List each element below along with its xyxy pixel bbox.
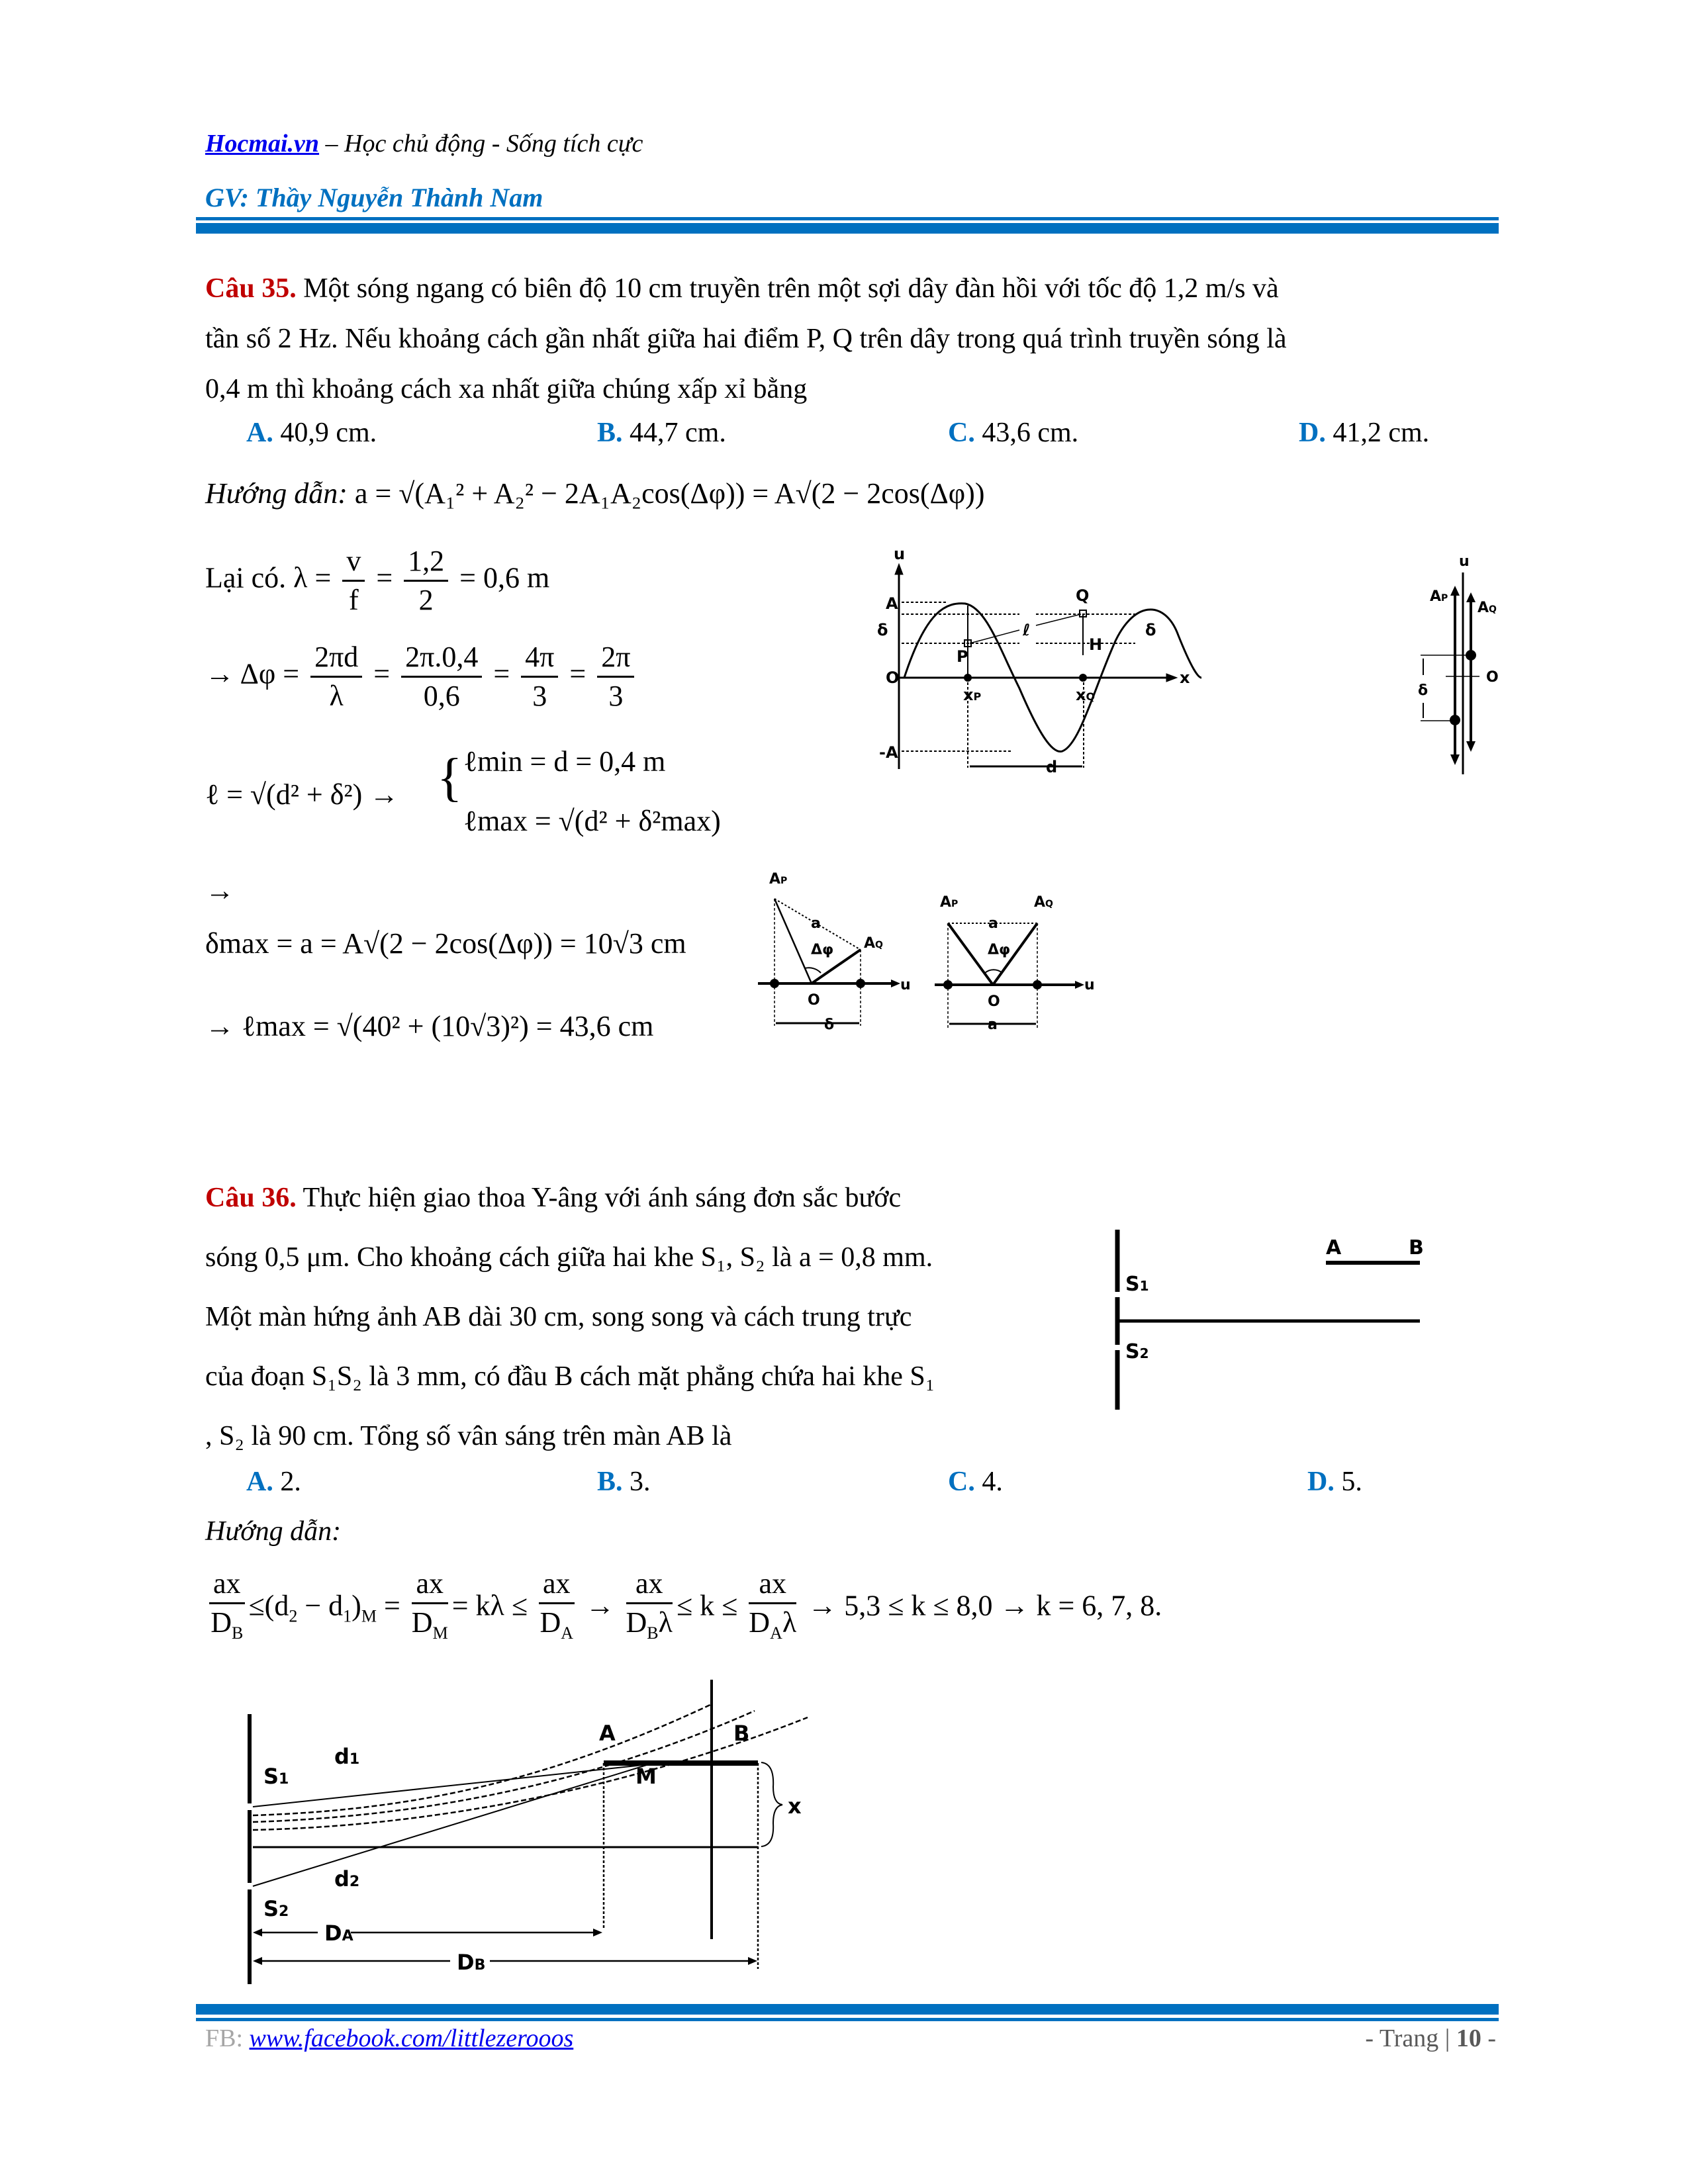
num: 4π — [521, 639, 558, 678]
q36-line1: Thực hiện giao thoa Y-âng với ánh sáng đơn sắc bước — [296, 1183, 902, 1213]
svg-text:P: P — [957, 647, 968, 666]
q35-option-a[interactable] — [246, 417, 377, 449]
header-tagline — [205, 129, 643, 158]
num: v — [342, 543, 365, 582]
den: 2 — [418, 584, 434, 616]
svg-text:O: O — [1486, 669, 1499, 686]
q35-line2: tần số 2 Hz. Nếu khoảng cách gần nhất giữa hai điểm P, Q trên dây trong quá trình truyền sóng là — [205, 324, 1287, 354]
svg-text:u: u — [1459, 553, 1470, 570]
svg-text:H: H — [1089, 635, 1103, 654]
frac — [749, 1565, 796, 1652]
svg-text:AQ: AQ — [864, 935, 883, 952]
svg-text:xQ: xQ — [1076, 686, 1096, 704]
frac-1.2-2 — [404, 543, 448, 619]
svg-text:A: A — [886, 594, 898, 613]
den: $D_B$ — [211, 1606, 244, 1643]
option-text: 44,7 cm. — [622, 418, 726, 448]
svg-text:B: B — [733, 1721, 750, 1746]
svg-text:u: u — [894, 545, 906, 563]
frac-v-f — [342, 543, 365, 619]
svg-text:-A: -A — [879, 743, 898, 762]
q35-eq-lmin: ℓmin = d = 0,4 m — [463, 745, 666, 778]
svg-text:S2: S2 — [1125, 1340, 1149, 1363]
svg-text:Δφ: Δφ — [811, 942, 834, 958]
q35-line1: Một sóng ngang có biên độ 10 cm truyền trên một sợi dây đàn hồi với tốc độ 1,2 m/s và — [296, 273, 1279, 304]
num: ax — [209, 1565, 245, 1604]
frac — [626, 1565, 673, 1652]
q36-option-d[interactable] — [1307, 1466, 1362, 1498]
q35-eq-lambda: Lại có. λ = $\frac{v}{f}$ = $\frac{1,2}{2}$ = 0,6 m — [205, 543, 549, 619]
svg-text:δ: δ — [877, 621, 888, 639]
q35-line3: 0,4 m thì khoảng cách xa nhất giữa chúng xấp xỉ bằng — [205, 374, 808, 404]
svg-text:A: A — [599, 1721, 616, 1746]
option-letter: C. — [948, 418, 975, 448]
page-prefix: - Trang | — [1365, 2025, 1456, 2052]
eq3-prefix: → Δφ = — [205, 657, 300, 690]
svg-text:S1: S1 — [1125, 1273, 1149, 1296]
wave-diagram — [861, 529, 1364, 781]
teacher-name: GV: Thầy Nguyễn Thành Nam — [205, 183, 543, 212]
option-letter: A. — [246, 1467, 273, 1497]
eq-amplitude: a = √(A₁² + A₂² − 2A₁A₂cos(Δφ)) = A√(2 − 2cos(Δφ)) — [354, 477, 985, 510]
q36-line4: của đoạn S₁S₂ là 3 mm, có đầu B cách mặt phẳng chứa hai khe S₁ — [205, 1361, 935, 1392]
option-text: 2. — [273, 1467, 301, 1497]
option-text: 4. — [974, 1467, 1003, 1497]
svg-text:AQ: AQ — [1477, 600, 1497, 616]
svg-text:δ: δ — [824, 1017, 835, 1033]
num: ax — [749, 1565, 796, 1604]
q36-label: Câu 36. — [205, 1183, 297, 1213]
header-divider-thin — [196, 217, 1499, 220]
q35-label: Câu 35. — [205, 273, 297, 304]
option-letter: D. — [1307, 1467, 1335, 1497]
page-suffix: - — [1481, 2025, 1496, 2052]
svg-text:AP: AP — [769, 871, 788, 887]
svg-text:u: u — [1084, 977, 1095, 993]
q36-line3: Một màn hứng ảnh AB dài 30 cm, song song và cách trung trực — [205, 1302, 912, 1332]
svg-text:d2: d2 — [334, 1866, 360, 1891]
q35-stem — [205, 263, 1503, 414]
q35-option-d[interactable] — [1299, 417, 1429, 449]
q35-eq-dphi: → Δφ = $\frac{2\pi d}{\lambda}$ = $\frac{2\pi.0,4}{0,6}$ = $\frac{4\pi}{3}$ = $\frac{2\pi}{3}$ — [205, 639, 638, 715]
svg-text:AP: AP — [940, 894, 959, 911]
fb-label: FB: — [205, 2025, 250, 2052]
q36-line5: , S₂ là 90 cm. Tổng số vân sáng trên màn AB là — [205, 1421, 732, 1451]
frac — [401, 639, 482, 715]
eq-tail: → 5,3 ≤ k ≤ 8,0 → k = 6, 7, 8. — [808, 1589, 1162, 1622]
svg-text:a: a — [811, 915, 821, 932]
q36-option-c[interactable] — [948, 1466, 1003, 1498]
option-text: 3. — [622, 1467, 651, 1497]
q35-option-b[interactable] — [597, 417, 726, 449]
q35-guide-eq1 — [205, 477, 985, 510]
svg-text:A: A — [1326, 1236, 1342, 1259]
num: ax — [626, 1565, 673, 1604]
guide-label: Hướng dẫn: — [205, 477, 348, 510]
svg-text:DA: DA — [324, 1921, 353, 1946]
eq2-result: = 0,6 m — [459, 561, 550, 594]
q36-option-b[interactable] — [597, 1466, 651, 1498]
den: λ — [329, 680, 344, 712]
svg-text:S1: S1 — [263, 1764, 289, 1789]
svg-text:AP: AP — [1430, 588, 1448, 605]
svg-text:O: O — [808, 992, 820, 1009]
q35-eq-dmax: δmax = a = A√(2 − 2cos(Δφ)) = 10√3 cm — [205, 927, 686, 960]
svg-text:x: x — [788, 1794, 802, 1819]
svg-text:O: O — [886, 668, 900, 687]
svg-text:δ: δ — [1418, 682, 1429, 699]
frac — [521, 639, 558, 715]
option-letter: D. — [1299, 418, 1326, 448]
option-text: 40,9 cm. — [273, 418, 377, 448]
svg-text:M: M — [635, 1764, 657, 1789]
option-letter: C. — [948, 1467, 975, 1497]
svg-text:S2: S2 — [263, 1896, 289, 1921]
option-text: 43,6 cm. — [974, 418, 1079, 448]
header-divider-thick — [196, 223, 1499, 234]
svg-text:d1: d1 — [334, 1744, 360, 1769]
q35-eq-l-left: ℓ = √(d² + δ²) → — [205, 778, 399, 811]
svg-text:xP: xP — [963, 686, 982, 704]
svg-text:δ: δ — [1145, 621, 1156, 639]
q36-line2: sóng 0,5 μm. Cho khoảng cách giữa hai khe S₁, S₂ là a = 0,8 mm. — [205, 1242, 933, 1273]
svg-text:a: a — [988, 915, 998, 932]
num: 1,2 — [404, 543, 448, 582]
svg-text:d: d — [1046, 758, 1058, 776]
q35-eq-lmax: ℓmax = √(d² + δ²max) — [463, 805, 721, 837]
den: $D_M$ — [411, 1606, 448, 1643]
svg-text:a: a — [988, 1017, 998, 1033]
phase-axis-diagram — [1377, 529, 1509, 781]
frac — [209, 1565, 245, 1652]
q36-guide-label: Hướng dẫn: — [205, 1516, 342, 1547]
interference-diagram — [218, 1668, 847, 1985]
svg-text:x: x — [1180, 668, 1190, 687]
tagline-text: – Học chủ động - Sống tích cực — [319, 130, 643, 158]
phasor-diagrams — [748, 841, 1509, 1052]
site-link[interactable]: Hocmai.vn — [205, 130, 320, 158]
den: 0,6 — [423, 680, 460, 712]
svg-text:B: B — [1409, 1236, 1424, 1259]
svg-text:DB: DB — [457, 1950, 486, 1975]
frac — [412, 1565, 448, 1652]
den: 3 — [532, 680, 547, 712]
q36-option-a[interactable] — [246, 1466, 301, 1498]
num: ax — [539, 1565, 575, 1604]
svg-text:O: O — [988, 993, 1000, 1010]
option-letter: A. — [246, 418, 273, 448]
den: f — [348, 584, 359, 616]
num: ax — [412, 1565, 448, 1604]
footer-fb — [205, 2024, 573, 2053]
q35-eq-lmax-result: → ℓmax = √(40² + (10√3)²) = 43,6 cm — [205, 1010, 654, 1042]
fb-link[interactable]: www.facebook.com/littlezerooos — [249, 2025, 574, 2052]
den: $D_A$ — [539, 1606, 574, 1643]
num: 2π.0,4 — [401, 639, 482, 678]
num: 2πd — [310, 639, 362, 678]
page-number — [1365, 2024, 1496, 2053]
frac — [539, 1565, 575, 1652]
option-letter: B. — [597, 418, 623, 448]
brace-icon: { — [437, 749, 463, 807]
frac — [597, 639, 634, 715]
svg-text:Δφ: Δφ — [988, 942, 1011, 958]
page-num: 10 — [1456, 2025, 1481, 2052]
num: 2π — [597, 639, 634, 678]
den: $D_A\lambda$ — [749, 1606, 797, 1643]
svg-text:u: u — [900, 977, 911, 993]
svg-text:Q: Q — [1076, 586, 1090, 605]
footer-divider-thin — [196, 2018, 1499, 2021]
arrow-icon: → — [205, 874, 234, 907]
svg-text:ℓ: ℓ — [1023, 621, 1031, 639]
q35-option-c[interactable] — [948, 417, 1078, 449]
footer-divider-thick — [196, 2004, 1499, 2015]
den: $D_B\lambda$ — [626, 1606, 673, 1643]
option-text: 41,2 cm. — [1325, 418, 1430, 448]
eq2-prefix: Lại có. λ = — [205, 561, 332, 594]
young-setup-diagram — [1092, 1205, 1509, 1416]
q36-eq-k: $\frac{ax}{D_B}$ $\le(d_2 - d_1)_M$ = $\frac{ax}{D_M}$ = kλ ≤ $\frac{ax}{D_A}$ → $\frac{ax}{D_B\lambda}$ ≤ k ≤ $\frac{ax}{D_A\lambda}$ → 5,3 ≤ k ≤ 8,0 → k = 6, 7, 8. — [205, 1565, 1162, 1652]
den: 3 — [608, 680, 624, 712]
option-letter: B. — [597, 1467, 623, 1497]
q36-stem — [205, 1168, 1079, 1466]
option-text: 5. — [1334, 1467, 1362, 1497]
frac — [310, 639, 362, 715]
svg-text:AQ: AQ — [1034, 894, 1053, 911]
